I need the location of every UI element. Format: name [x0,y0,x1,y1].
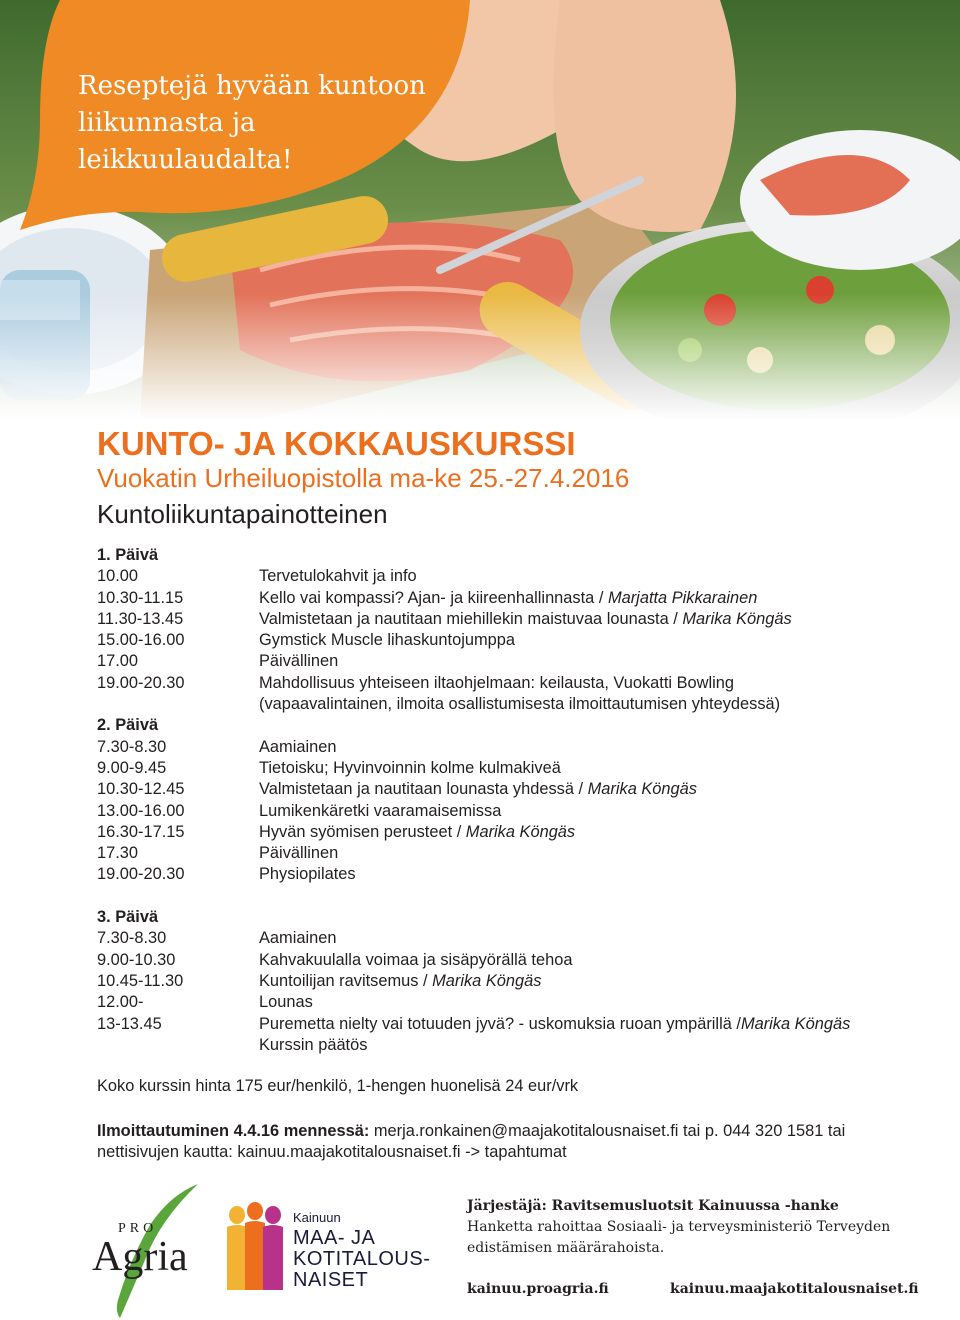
hero-photo [0,0,960,420]
row-time: 13-13.45 [97,1014,162,1033]
row-time: 10.45-11.30 [97,971,184,990]
row-text: Tervetulokahvit ja info [259,567,417,586]
row-text: Physiopilates [259,865,356,884]
proagria-name-text: Agria [92,1234,188,1280]
bubble-headline [78,68,458,179]
schedule-row [97,950,947,971]
row-time: 19.00-20.30 [97,865,185,884]
course-tagline: Kuntoliikuntapainotteinen [97,499,388,529]
row-speaker: Marika Köngäs [465,822,576,841]
row-text: Kuntoilijan ravitsemus / Marika Köngäs [259,971,542,990]
schedule-row [97,566,947,587]
row-time: 9.00-9.45 [97,758,167,777]
row-text: Kahvakuulalla voimaa ja sisäpyörällä tehoa [259,950,573,969]
schedule-row [97,651,947,672]
row-text: Tietoisku; Hyvinvoinnin kolme kulmakiveä [259,758,561,777]
row-time: 10.30-12.45 [97,780,185,799]
mj-line: KOTITALOUS- [293,1248,431,1270]
row-text: Aamiainen [259,737,337,756]
row-time [97,694,259,715]
row-text: Päivällinen [259,844,339,863]
schedule-row [97,1035,947,1056]
mj-line: NAISET [293,1269,369,1291]
funding-line: edistämisen määrärahoista. [467,1240,665,1256]
mj-site-link[interactable]: kainuu.maajakotitalousnaiset.fi [670,1281,919,1297]
row-text: Kello vai kompassi? Ajan- ja kiireenhallinnasta / Marjatta Pikkarainen [259,588,758,607]
proagria-logo [90,1180,205,1320]
row-time: 15.00-16.00 [97,631,185,650]
proagria-pro-text: PRO [118,1221,158,1236]
schedule-row [97,779,947,800]
row-text: Lounas [259,993,313,1012]
row-time: 7.30-8.30 [97,929,167,948]
schedule-row [97,992,947,1013]
organizer-info [467,1196,937,1259]
schedule-row [97,928,947,949]
row-time: 19.00-20.30 [97,673,185,692]
row-time: 9.00-10.30 [97,950,176,969]
mj-line: MAA- JA [293,1227,376,1249]
signup-web[interactable]: nettisivujen kautta: kainuu.maajakotitalousnaiset.fi -> tapahtumat [97,1143,567,1161]
row-time: 17.00 [97,652,139,671]
bubble-line: Reseptejä hyvään kuntoon [78,71,426,101]
schedule-row [97,588,947,609]
row-speaker: Marika Köngäs [682,609,792,628]
row-time: 12.00- [97,993,144,1012]
schedule-row [97,1014,947,1035]
row-text: Mahdollisuus yhteiseen iltaohjelmaan: keilausta, Vuokatti Bowling [259,673,734,692]
row-time: 13.00-16.00 [97,801,185,820]
row-time: 16.30-17.15 [97,822,185,841]
schedule-row [97,694,947,715]
bubble-line: liikunnasta ja [78,108,256,138]
row-time: 10.00 [97,567,139,586]
funding-line: Hanketta rahoittaa Sosiaali- ja terveysministeriö Terveyden [467,1219,891,1235]
schedule-row [97,630,947,651]
schedule [97,545,947,1056]
course-subtitle: Vuokatin Urheiluopistolla ma-ke 25.-27.4.2016 [97,463,630,493]
row-time: 17.30 [97,844,139,863]
row-text: Valmistetaan ja nautitaan lounasta yhdessä / Marika Köngäs [259,780,697,799]
schedule-row [97,737,947,758]
course-price: Koko kurssin hinta 175 eur/henkilö, 1-hengen huonelisä 24 eur/vrk [97,1077,579,1095]
bubble-line: leikkuulaudalta! [78,145,293,175]
row-time: 10.30-11.15 [97,588,184,607]
row-time [97,1035,259,1056]
row-text: Hyvän syömisen perusteet / Marika Köngäs [259,822,576,841]
schedule-row [97,758,947,779]
schedule-row [97,673,947,694]
row-speaker: Marika Köngäs [432,971,542,990]
row-speaker: Marika Köngäs [740,1014,851,1033]
day-heading: 3. Päivä [97,908,159,927]
mj-region: Kainuun [293,1210,341,1225]
row-text: Lumikenkäretki vaaramaisemissa [259,801,502,820]
signup-info [97,1121,937,1163]
organizer-label: Järjestäjä: Ravitsemusluotsit Kainuussa -hanke [467,1198,839,1214]
row-time: 11.30-13.45 [97,609,184,628]
schedule-row [97,864,947,885]
row-text: Gymstick Muscle lihaskuntojumppa [259,631,515,650]
row-text: Päivällinen [259,652,339,671]
schedule-row [97,971,947,992]
schedule-row [97,843,947,864]
row-speaker: Marika Köngäs [587,780,697,799]
day-heading: 2. Päivä [97,716,159,735]
row-text: Puremetta nielty vai totuuden jyvä? - uskomuksia ruoan ympärillä /Marika Köngäs [259,1014,851,1033]
row-text: Aamiainen [259,929,337,948]
schedule-row [97,609,947,630]
proagria-site-link[interactable]: kainuu.proagria.fi [467,1281,609,1297]
spacer [97,886,947,907]
schedule-row [97,822,947,843]
row-text: Valmistetaan ja nautitaan miehillekin maistuvaa lounasta / Marika Köngäs [259,609,792,628]
row-text: Kurssin päätös [259,1035,368,1054]
row-text: (vapaavalintainen, ilmoita osallistumisesta ilmoittautumisen yhteydessä) [259,695,781,714]
signup-label: Ilmoittautuminen 4.4.16 mennessä: [97,1122,370,1140]
course-title: KUNTO- JA KOKKAUSKURSSI [97,425,576,462]
row-speaker: Marjatta Pikkarainen [607,588,758,607]
day-heading: 1. Päivä [97,546,159,564]
row-time: 7.30-8.30 [97,737,167,756]
schedule-row [97,801,947,822]
signup-contact[interactable]: merja.ronkainen@maajakotitalousnaiset.fi tai p. 044 320 1581 tai [369,1122,846,1140]
